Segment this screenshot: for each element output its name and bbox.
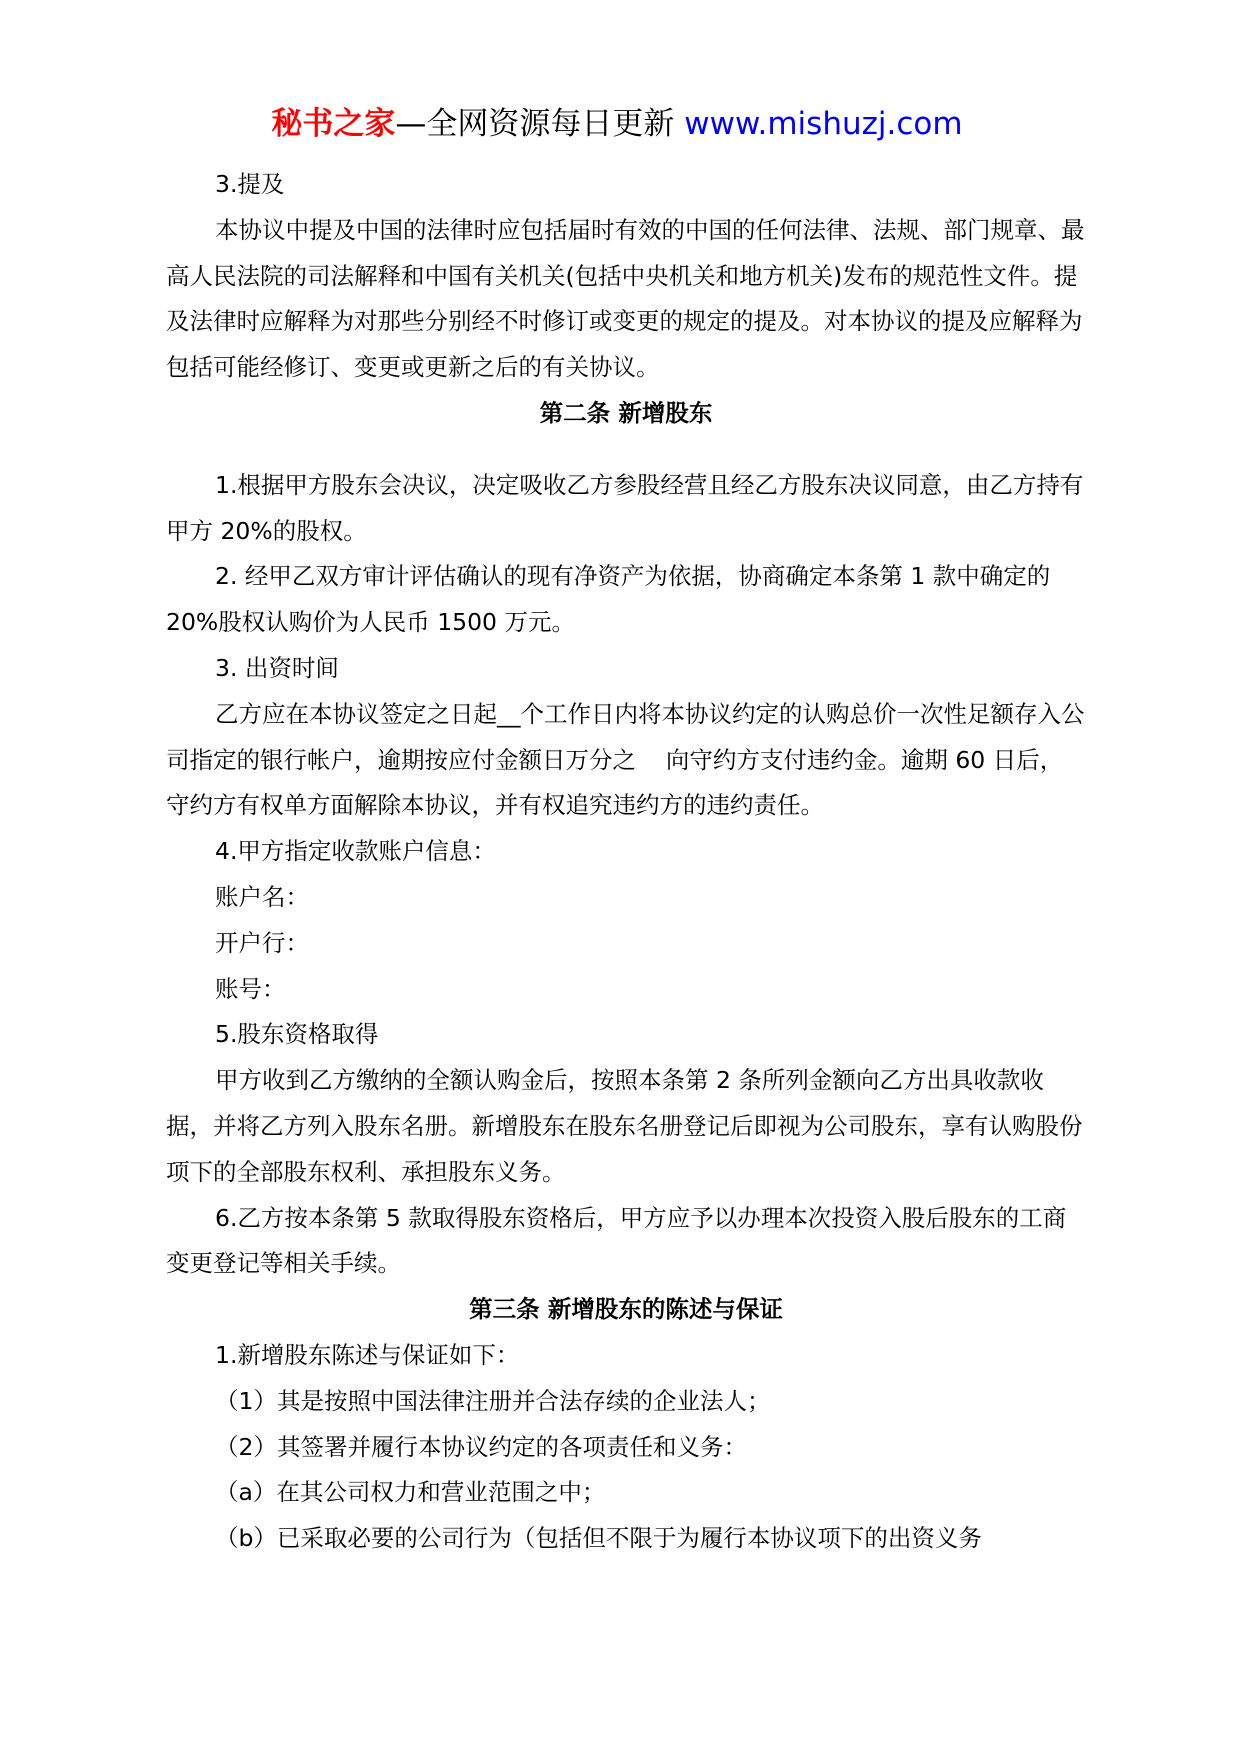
paragraph: 2. 经甲乙双方审计评估确认的现有净资产为依据，协商确定本条第 1 款中确定的 20%股权认购价为人民币 1500 万元。 <box>166 562 1051 637</box>
paragraph: 乙方应在本协议签定之日起__个工作日内将本协议约定的认购总价一次性足额存入公司指定的银行帐户，逾期按应付金额日万分之 向守约方支付违约金。逾期 60 日后，守约方有权单方面解除本协议，并有权追究违约方的违约责任。 <box>166 699 1085 820</box>
header-tagline: —全网资源每日更新 <box>395 106 675 142</box>
paragraph: 1.根据甲方股东会决议，决定吸收乙方参股经营且经乙方股东决议同意，由乙方持有甲方 20%的股权。 <box>166 470 1084 545</box>
header-site-link[interactable]: www.mishuzj.com <box>684 106 963 142</box>
paragraph: 6.乙方按本条第 5 款取得股东资格后，甲方应予以办理本次投资入股后股东的工商变更登记等相关手续。 <box>166 1203 1067 1278</box>
paragraph: 本协议中提及中国的法律时应包括届时有效的中国的任何法律、法规、部门规章、最高人民法院的司法解释和中国有关机关(包括中央机关和地方机关)发布的规范性文件。提及法律时应解释为对那些分别经不时修订或变更的规定的提及。对本协议的提及应解释为包括可能经修订、变更或更新之后的有关协议。 <box>166 215 1085 382</box>
paragraph: 4.甲方指定收款账户信息： <box>215 837 496 866</box>
paragraph: （1）其是按照中国法律注册并合法存续的企业法人； <box>215 1386 771 1415</box>
section-heading: 第三条 新增股东的陈述与保证 <box>469 1295 783 1324</box>
paragraph: 3. 出资时间 <box>215 653 339 682</box>
paragraph: 开户行： <box>215 928 309 957</box>
document-body <box>166 162 1086 1562</box>
paragraph: 1.新增股东陈述与保证如下： <box>215 1340 520 1369</box>
paragraph: （b）已采取必要的公司行为（包括但不限于为履行本协议项下的出资义务 <box>215 1524 982 1553</box>
paragraph: 甲方收到乙方缴纳的全额认购金后，按照本条第 2 条所列金额向乙方出具收款收据，并将乙方列入股东名册。新增股东在股东名册登记后即视为公司股东，享有认购股份项下的全部股东权利、承担股东义务。 <box>166 1066 1083 1186</box>
paragraph: 账号： <box>215 974 286 1003</box>
paragraph: （2）其签署并履行本协议约定的各项责任和义务： <box>215 1432 747 1461</box>
page-header <box>0 102 1234 146</box>
header-brand: 秘书之家 <box>271 106 396 142</box>
paragraph: 账户名： <box>215 882 309 911</box>
section-heading: 第二条 新增股东 <box>539 398 713 427</box>
paragraph: 3.提及 <box>215 170 285 198</box>
paragraph: 5.股东资格取得 <box>215 1020 379 1049</box>
paragraph: （a）在其公司权力和营业范围之中； <box>215 1478 606 1507</box>
